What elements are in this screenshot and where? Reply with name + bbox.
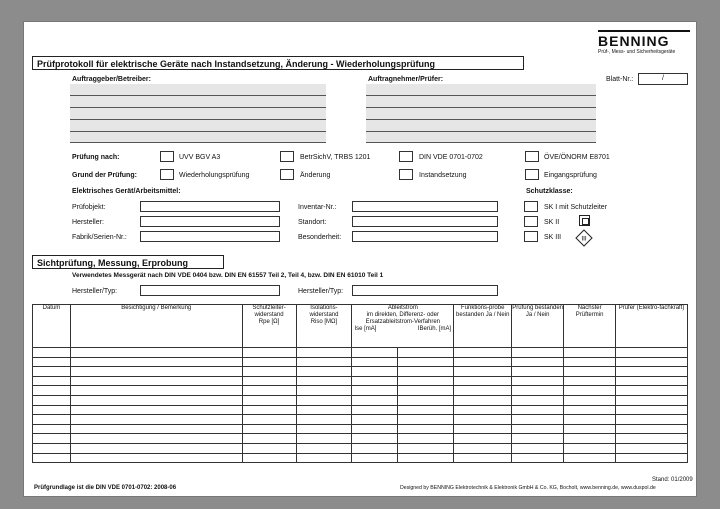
blatt-field[interactable] <box>638 73 688 85</box>
table-cell[interactable] <box>616 367 688 377</box>
table-cell[interactable] <box>296 357 352 367</box>
designed-by-text: Designed by BENNING Elektrotechnik & Elektronik GmbH & Co. KG, Bocholt, www.benning.de, www.duspol.de <box>400 485 656 491</box>
table-cell[interactable] <box>352 386 398 396</box>
hersteller-typ-2-field[interactable] <box>352 285 498 296</box>
logo-name: BENNING <box>598 33 670 49</box>
fabrik-field[interactable] <box>140 231 280 242</box>
col-datum: Datum <box>33 305 71 348</box>
col-pruefer: Prüfer (Elektro-fachkraft) <box>616 305 688 348</box>
stand-text: Stand: 01/2009 <box>652 477 693 483</box>
checkbox-din-vde[interactable] <box>399 151 413 162</box>
table-cell[interactable] <box>242 367 296 377</box>
table-cell[interactable] <box>33 357 71 367</box>
table-cell[interactable] <box>564 348 616 358</box>
table-cell[interactable] <box>242 434 296 444</box>
table-cell[interactable] <box>242 405 296 415</box>
table-cell[interactable] <box>454 395 512 405</box>
table-cell[interactable] <box>70 357 242 367</box>
table-cell[interactable] <box>564 443 616 453</box>
table-cell[interactable] <box>296 348 352 358</box>
table-cell[interactable] <box>296 405 352 415</box>
table-cell[interactable] <box>398 434 454 444</box>
table-cell[interactable] <box>352 348 398 358</box>
messgeraet-text: Verwendetes Messgerät nach DIN VDE 0404 bzw. DIN EN 61557 Teil 2, Teil 4, bzw. DIN EN 61010 Teil 1 <box>72 272 384 279</box>
sk2-symbol-icon <box>579 215 590 226</box>
table-cell[interactable] <box>512 424 564 434</box>
table-cell[interactable] <box>398 357 454 367</box>
col-naechster: Nächster Prüftermin <box>564 305 616 348</box>
pruefung-nach-label: Prüfung nach: <box>72 154 120 161</box>
table-cell[interactable] <box>242 424 296 434</box>
table-cell[interactable] <box>616 386 688 396</box>
table-cell[interactable] <box>70 453 242 463</box>
table-cell[interactable] <box>454 386 512 396</box>
table-cell[interactable] <box>242 357 296 367</box>
table-cell[interactable] <box>564 434 616 444</box>
table-cell[interactable] <box>70 348 242 358</box>
option-oeve: ÖVE/ÖNORM E8701 <box>544 154 610 161</box>
checkbox-sk1[interactable] <box>524 201 538 212</box>
table-row <box>33 405 688 415</box>
checkbox-sk2[interactable] <box>524 216 538 227</box>
table-body <box>33 348 688 463</box>
table-cell[interactable] <box>616 434 688 444</box>
table-cell[interactable] <box>512 453 564 463</box>
col-besichtigung: Besichtigung / Bemerkung <box>70 305 242 348</box>
table-cell[interactable] <box>242 386 296 396</box>
pruefobjekt-field[interactable] <box>140 201 280 212</box>
besonderheit-label: Besonderheit: <box>298 234 342 241</box>
table-cell[interactable] <box>242 376 296 386</box>
table-cell[interactable] <box>33 386 71 396</box>
hersteller-typ-2-label: Hersteller/Typ: <box>298 288 344 295</box>
page-title: Prüfprotokoll für elektrische Geräte nach Instandsetzung, Änderung - Wiederholungsprüfung <box>32 56 524 70</box>
option-eingang: Eingangsprüfung <box>544 172 597 179</box>
table-cell[interactable] <box>70 443 242 453</box>
benning-logo <box>598 30 690 56</box>
table-cell[interactable] <box>70 376 242 386</box>
table-row <box>33 367 688 377</box>
col-schutzleiter: Schutzleiter-widerstand Rpe [Ω] <box>242 305 296 348</box>
table-row <box>33 453 688 463</box>
table-cell[interactable] <box>352 424 398 434</box>
table-cell[interactable] <box>70 424 242 434</box>
table-cell[interactable] <box>616 443 688 453</box>
option-din-vde: DIN VDE 0701-0702 <box>419 154 483 161</box>
checkbox-instandsetzung[interactable] <box>399 169 413 180</box>
schutzklasse-label: Schutzklasse: <box>526 188 573 195</box>
table-cell[interactable] <box>398 405 454 415</box>
hersteller-typ-1-field[interactable] <box>140 285 280 296</box>
table-cell[interactable] <box>564 376 616 386</box>
table-cell[interactable] <box>512 443 564 453</box>
table-cell[interactable] <box>70 395 242 405</box>
table-cell[interactable] <box>352 376 398 386</box>
table-cell[interactable] <box>512 367 564 377</box>
table-cell[interactable] <box>616 415 688 425</box>
auftraggeber-label: Auftraggeber/Betreiber: <box>72 76 151 83</box>
table-cell[interactable] <box>352 395 398 405</box>
table-cell[interactable] <box>70 434 242 444</box>
option-aenderung: Änderung <box>300 172 331 179</box>
svg-text:III: III <box>581 235 587 243</box>
table-cell[interactable] <box>33 405 71 415</box>
table-cell[interactable] <box>70 415 242 425</box>
option-betrsichv: BetrSichV, TRBS 1201 <box>300 154 371 161</box>
checkbox-oeve[interactable] <box>525 151 539 162</box>
table-row <box>33 376 688 386</box>
table-row <box>33 357 688 367</box>
table-cell[interactable] <box>33 443 71 453</box>
table-row <box>33 395 688 405</box>
table-row <box>33 434 688 444</box>
table-row <box>33 415 688 425</box>
geraet-label: Elektrisches Gerät/Arbeitsmittel: <box>72 188 181 195</box>
table-cell[interactable] <box>454 405 512 415</box>
table-cell[interactable] <box>70 405 242 415</box>
table-cell[interactable] <box>398 453 454 463</box>
table-cell[interactable] <box>33 424 71 434</box>
table-cell[interactable] <box>616 405 688 415</box>
table-cell[interactable] <box>398 395 454 405</box>
col-bestanden: Prüfung bestanden Ja / Nein <box>512 305 564 348</box>
option-wiederholung: Wiederholungsprüfung <box>179 172 250 179</box>
sk3-symbol-icon <box>575 229 593 247</box>
table-cell[interactable] <box>33 348 71 358</box>
table-cell[interactable] <box>296 415 352 425</box>
section2-title: Sichtprüfung, Messung, Erprobung <box>32 255 224 269</box>
protocol-sheet <box>24 22 696 496</box>
table-cell[interactable] <box>242 348 296 358</box>
table-cell[interactable] <box>564 357 616 367</box>
table-cell[interactable] <box>564 367 616 377</box>
table-cell[interactable] <box>616 348 688 358</box>
table-cell[interactable] <box>242 415 296 425</box>
table-cell[interactable] <box>33 415 71 425</box>
table-cell[interactable] <box>33 395 71 405</box>
table-cell[interactable] <box>352 367 398 377</box>
table-cell[interactable] <box>564 415 616 425</box>
table-cell[interactable] <box>564 395 616 405</box>
table-cell[interactable] <box>398 386 454 396</box>
hersteller-typ-1-label: Hersteller/Typ: <box>72 288 118 295</box>
table-cell[interactable] <box>454 443 512 453</box>
table-cell[interactable] <box>564 386 616 396</box>
option-sk3: SK III <box>544 234 562 241</box>
table-cell[interactable] <box>398 348 454 358</box>
table-cell[interactable] <box>33 434 71 444</box>
table-cell[interactable] <box>296 386 352 396</box>
table-cell[interactable] <box>70 386 242 396</box>
table-cell[interactable] <box>398 376 454 386</box>
besonderheit-field[interactable] <box>352 231 498 242</box>
auftragnehmer-field[interactable] <box>366 84 596 142</box>
blatt-label: Blatt-Nr.: <box>606 76 634 83</box>
checkbox-eingang[interactable] <box>525 169 539 180</box>
option-sk2: SK II <box>544 219 560 226</box>
pruefobjekt-label: Prüfobjekt: <box>72 204 106 211</box>
table-cell[interactable] <box>296 424 352 434</box>
table-cell[interactable] <box>616 424 688 434</box>
table-cell[interactable] <box>512 376 564 386</box>
table-cell[interactable] <box>398 367 454 377</box>
table-cell[interactable] <box>564 453 616 463</box>
auftraggeber-field[interactable] <box>70 84 326 142</box>
grundlage-text: Prüfgrundlage ist die DIN VDE 0701-0702: 2008-06 <box>34 485 177 491</box>
table-cell[interactable] <box>296 443 352 453</box>
inventar-label: Inventar-Nr.: <box>298 204 337 211</box>
table-cell[interactable] <box>616 357 688 367</box>
table-cell[interactable] <box>242 443 296 453</box>
checkbox-uvv[interactable] <box>160 151 174 162</box>
col-isolation: Isolations-widerstand Riso [MΩ] <box>296 305 352 348</box>
fabrik-label: Fabrik/Serien-Nr.: <box>72 234 127 241</box>
table-cell[interactable] <box>454 376 512 386</box>
table-cell[interactable] <box>398 443 454 453</box>
table-cell[interactable] <box>616 453 688 463</box>
table-cell[interactable] <box>512 348 564 358</box>
table-cell[interactable] <box>296 395 352 405</box>
table-cell[interactable] <box>352 434 398 444</box>
blatt-value: / <box>662 75 664 82</box>
table-header-row <box>33 305 688 348</box>
table-cell[interactable] <box>564 424 616 434</box>
table-row <box>33 348 688 358</box>
hersteller-field[interactable] <box>140 216 280 227</box>
table-cell[interactable] <box>296 434 352 444</box>
table-cell[interactable] <box>454 348 512 358</box>
logo-tagline: Prüf-, Mess- und Sicherheitsgeräte <box>598 49 676 55</box>
hersteller-label: Hersteller: <box>72 219 104 226</box>
table-row <box>33 424 688 434</box>
table-cell[interactable] <box>352 357 398 367</box>
table-cell[interactable] <box>398 415 454 425</box>
table-cell[interactable] <box>454 357 512 367</box>
table-cell[interactable] <box>454 434 512 444</box>
table-cell[interactable] <box>296 376 352 386</box>
col-ableitstrom: Ableitstrom im direkten, Differenz- oder Ersatzableitstrom-Verfahren Ise [mA] IBerüh. [mA] <box>352 305 454 348</box>
checkbox-sk3[interactable] <box>524 231 538 242</box>
col-funktion: Funktions-probe bestanden Ja / Nein <box>454 305 512 348</box>
table-cell[interactable] <box>454 453 512 463</box>
table-cell[interactable] <box>454 367 512 377</box>
table-cell[interactable] <box>33 376 71 386</box>
table-cell[interactable] <box>512 395 564 405</box>
standort-field[interactable] <box>352 216 498 227</box>
grund-label: Grund der Prüfung: <box>72 172 137 179</box>
table-cell[interactable] <box>296 367 352 377</box>
table-cell[interactable] <box>296 453 352 463</box>
table-cell[interactable] <box>352 415 398 425</box>
table-cell[interactable] <box>352 443 398 453</box>
table-cell[interactable] <box>512 386 564 396</box>
table-cell[interactable] <box>242 453 296 463</box>
measurement-table <box>32 304 688 463</box>
table-cell[interactable] <box>352 405 398 415</box>
table-cell[interactable] <box>616 395 688 405</box>
inventar-field[interactable] <box>352 201 498 212</box>
table-cell[interactable] <box>33 453 71 463</box>
table-cell[interactable] <box>512 405 564 415</box>
standort-label: Standort: <box>298 219 327 226</box>
table-cell[interactable] <box>616 376 688 386</box>
checkbox-aenderung[interactable] <box>280 169 294 180</box>
option-sk1: SK I mit Schutzleiter <box>544 204 608 211</box>
table-cell[interactable] <box>242 395 296 405</box>
table-cell[interactable] <box>454 415 512 425</box>
auftragnehmer-label: Auftragnehmer/Prüfer: <box>368 76 444 83</box>
table-cell[interactable] <box>512 434 564 444</box>
checkbox-betrsichv[interactable] <box>280 151 294 162</box>
table-cell[interactable] <box>512 357 564 367</box>
table-cell[interactable] <box>398 424 454 434</box>
table-cell[interactable] <box>70 367 242 377</box>
table-cell[interactable] <box>512 415 564 425</box>
table-cell[interactable] <box>33 367 71 377</box>
table-row <box>33 443 688 453</box>
checkbox-wiederholung[interactable] <box>160 169 174 180</box>
table-cell[interactable] <box>564 405 616 415</box>
table-cell[interactable] <box>352 453 398 463</box>
table-row <box>33 386 688 396</box>
option-uvv: UVV BGV A3 <box>179 154 221 161</box>
option-instandsetzung: Instandsetzung <box>419 172 467 179</box>
table-cell[interactable] <box>454 424 512 434</box>
